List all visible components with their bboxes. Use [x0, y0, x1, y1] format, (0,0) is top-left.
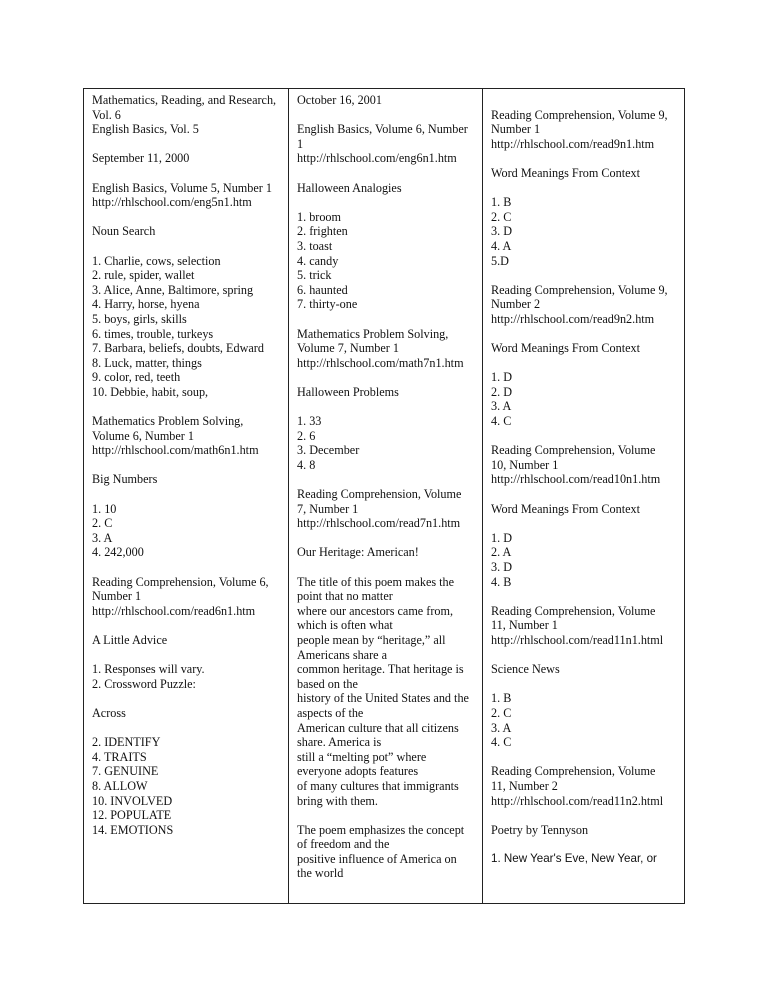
text-line: Big Numbers — [92, 472, 158, 487]
column-3 — [483, 89, 684, 903]
text-line: Noun Search — [92, 224, 156, 239]
text-line: Reading Comprehension, Volume 9, — [491, 282, 668, 297]
text-line: Reading Comprehension, Volume 9, — [491, 107, 668, 122]
text-line: the world — [297, 866, 344, 881]
text-line: The poem emphasizes the concept — [297, 822, 465, 837]
text-line: 3. A — [491, 720, 512, 735]
text-line: 2. A — [491, 545, 512, 560]
text-line: http://rhlschool.com/eng6n1.htm — [297, 151, 457, 166]
text-line: 3. D — [491, 560, 512, 574]
blank-line — [491, 151, 684, 166]
text-line: English Basics, Vol. 5 — [92, 122, 199, 137]
text-line: October 16, 2001 — [297, 93, 382, 107]
text-line: people mean by “heritage,” all — [297, 632, 446, 647]
text-line: Our Heritage: American! — [297, 545, 419, 560]
blank-line — [92, 560, 288, 575]
text-line: Halloween Analogies — [297, 180, 402, 195]
text-line: 5.D — [491, 253, 509, 268]
blank-line — [92, 721, 288, 736]
blank-line — [491, 429, 684, 444]
blank-line — [92, 399, 288, 414]
text-line: history of the United States and the — [297, 691, 469, 706]
text-line: aspects of the — [297, 705, 364, 720]
text-line: Number 1 — [92, 589, 142, 604]
text-line: 3. toast — [297, 238, 333, 253]
blank-line — [297, 531, 482, 546]
text-line: 2. C — [491, 705, 512, 720]
text-line: point that no matter — [297, 589, 393, 604]
blank-line — [491, 93, 684, 108]
text-line: Reading Comprehension, Volume — [491, 443, 656, 458]
text-line: 2. Crossword Puzzle: — [92, 676, 196, 691]
blank-line — [491, 677, 684, 692]
text-line: 1 — [297, 136, 304, 151]
text-line: 2. C — [491, 209, 512, 224]
text-line: 5. trick — [297, 268, 332, 283]
blank-line — [92, 691, 288, 706]
text-line: Reading Comprehension, Volume — [491, 764, 656, 779]
blank-line — [297, 166, 482, 181]
text-line: English Basics, Volume 6, Number — [297, 122, 468, 137]
blank-line — [92, 166, 288, 181]
text-line: Reading Comprehension, Volume — [491, 603, 656, 618]
text-line: based on the — [297, 676, 358, 691]
text-line: 2. 6 — [297, 428, 316, 443]
text-line: of freedom and the — [297, 837, 390, 852]
text-line: Word Meanings From Context — [491, 501, 640, 516]
text-line: 4. candy — [297, 253, 339, 268]
text-line: 8. ALLOW — [92, 778, 148, 793]
text-line: Volume 7, Number 1 — [297, 341, 400, 356]
text-line: bring with them. — [297, 793, 378, 808]
blank-line — [491, 589, 684, 604]
text-line: 12. POPULATE — [92, 808, 172, 823]
text-line: Reading Comprehension, Volume — [297, 487, 462, 502]
text-line: 9. color, red, teeth — [92, 370, 181, 385]
text-line: 3. Alice, Anne, Baltimore, spring — [92, 282, 254, 297]
blank-line — [297, 312, 482, 327]
text-line: 4. Harry, horse, hyena — [92, 297, 200, 312]
text-line: where our ancestors came from, — [297, 603, 453, 618]
text-line: English Basics, Volume 5, Number 1 — [92, 180, 272, 195]
blank-line — [297, 472, 482, 487]
text-line: 8. Luck, matter, things — [92, 355, 202, 370]
text-line: 14. EMOTIONS — [92, 822, 174, 837]
text-line: A Little Advice — [92, 632, 168, 647]
text-line: 2. D — [491, 384, 512, 399]
text-line: American culture that all citizens — [297, 720, 459, 735]
text-line: 10. INVOLVED — [92, 793, 173, 808]
text-line: 5. boys, girls, skills — [92, 311, 187, 326]
blank-line — [297, 195, 482, 210]
blank-line — [92, 487, 288, 502]
text-line: Number 2 — [491, 297, 541, 312]
text-line: http://rhlschool.com/eng5n1.htm — [92, 195, 252, 210]
text-line: 1. broom — [297, 209, 342, 224]
text-line: Mathematics Problem Solving, — [92, 414, 244, 429]
text-line: Mathematics, Reading, and Research, — [92, 93, 277, 107]
text-line: Mathematics Problem Solving, — [297, 326, 449, 341]
text-line: September 11, 2000 — [92, 151, 190, 166]
blank-line — [92, 648, 288, 663]
text-line: Vol. 6 — [92, 107, 121, 122]
text-line: http://rhlschool.com/math7n1.htm — [297, 355, 464, 370]
text-line: 7, Number 1 — [297, 501, 359, 516]
blank-line — [92, 239, 288, 254]
text-line: which is often what — [297, 618, 393, 633]
blank-line — [297, 108, 482, 123]
text-line: 3. A — [491, 399, 512, 414]
text-line: 10. Debbie, habit, soup, — [92, 384, 209, 399]
text-line: http://rhlschool.com/read10n1.htm — [491, 472, 661, 487]
blank-line — [491, 487, 684, 502]
text-line: http://rhlschool.com/read9n2.htm — [491, 311, 655, 326]
blank-line — [297, 560, 482, 575]
text-line: http://rhlschool.com/math6n1.htm — [92, 443, 259, 458]
text-line: http://rhlschool.com/read7n1.htm — [297, 516, 461, 531]
blank-line — [92, 618, 288, 633]
text-line: 1. 33 — [297, 414, 322, 429]
text-line: Science News — [491, 662, 560, 677]
blank-line — [491, 648, 684, 663]
text-line: 7. GENUINE — [92, 764, 159, 779]
text-line: The title of this poem makes the — [297, 574, 455, 589]
text-line: Number 1 — [491, 122, 541, 137]
blank-line — [297, 808, 482, 823]
text-line: http://rhlschool.com/read9n1.htm — [491, 136, 655, 151]
text-line: 1. 10 — [92, 501, 117, 516]
text-line: Across — [92, 705, 126, 720]
blank-line — [491, 516, 684, 531]
text-line: 1. D — [491, 370, 512, 385]
text-line: 4. 242,000 — [92, 545, 144, 560]
text-line: Americans share a — [297, 647, 388, 662]
blank-line — [92, 210, 288, 225]
blank-line — [92, 458, 288, 473]
text-line: 1. D — [491, 530, 512, 545]
text-line: 2. rule, spider, wallet — [92, 268, 195, 283]
answer-key-table — [83, 88, 685, 904]
blank-line — [491, 808, 684, 823]
text-line: 3. December — [297, 443, 360, 458]
blank-line — [297, 370, 482, 385]
text-line: Reading Comprehension, Volume 6, — [92, 574, 269, 589]
text-line: everyone adopts features — [297, 764, 419, 779]
text-line: still a “melting pot” where — [297, 749, 427, 764]
text-line: 11, Number 1 — [491, 618, 558, 633]
text-line: 11, Number 2 — [491, 778, 558, 793]
blank-line — [491, 356, 684, 371]
text-line: 4. TRAITS — [92, 749, 147, 764]
blank-line — [491, 327, 684, 342]
text-line: 1. Charlie, cows, selection — [92, 253, 221, 268]
text-line: 4. A — [491, 238, 512, 253]
text-line: positive influence of America on — [297, 851, 457, 866]
text-line: 7. thirty-one — [297, 297, 358, 312]
text-line: 10, Number 1 — [491, 457, 559, 472]
text-line: 2. C — [92, 516, 113, 531]
blank-line — [491, 181, 684, 196]
blank-line — [297, 399, 482, 414]
text-line: 4. 8 — [297, 457, 316, 472]
text-line: share. America is — [297, 735, 382, 750]
blank-line — [491, 750, 684, 765]
column-1 — [84, 89, 289, 903]
text-line: 6. haunted — [297, 282, 348, 297]
text-line: Volume 6, Number 1 — [92, 428, 195, 443]
text-line: http://rhlschool.com/read6n1.htm — [92, 603, 256, 618]
text-line: 1. B — [491, 195, 512, 210]
text-line: 4. B — [491, 574, 512, 589]
blank-line — [491, 837, 684, 852]
text-line: Halloween Problems — [297, 384, 399, 399]
text-line: Poetry by Tennyson — [491, 822, 589, 837]
text-line: Word Meanings From Context — [491, 341, 640, 356]
blank-line — [92, 137, 288, 152]
text-line: 1. New Year's Eve, New Year, or — [491, 851, 657, 865]
text-line: 2. frighten — [297, 224, 348, 239]
text-line: Word Meanings From Context — [491, 165, 640, 180]
text-line: 7. Barbara, beliefs, doubts, Edward — [92, 341, 264, 356]
text-line: 2. IDENTIFY — [92, 735, 161, 750]
text-line: 1. B — [491, 691, 512, 706]
text-line: http://rhlschool.com/read11n2.html — [491, 793, 664, 808]
text-line: 3. D — [491, 224, 512, 239]
blank-line — [491, 268, 684, 283]
text-line: 3. A — [92, 530, 113, 545]
text-line: of many cultures that immigrants — [297, 778, 459, 793]
text-line: 4. C — [491, 735, 512, 750]
text-line: http://rhlschool.com/read11n1.html — [491, 632, 664, 647]
text-line: 6. times, trouble, turkeys — [92, 326, 214, 341]
text-line: common heritage. That heritage is — [297, 662, 464, 677]
text-line: 4. C — [491, 414, 512, 429]
text-line: 1. Responses will vary. — [92, 662, 205, 677]
column-2 — [289, 89, 483, 903]
